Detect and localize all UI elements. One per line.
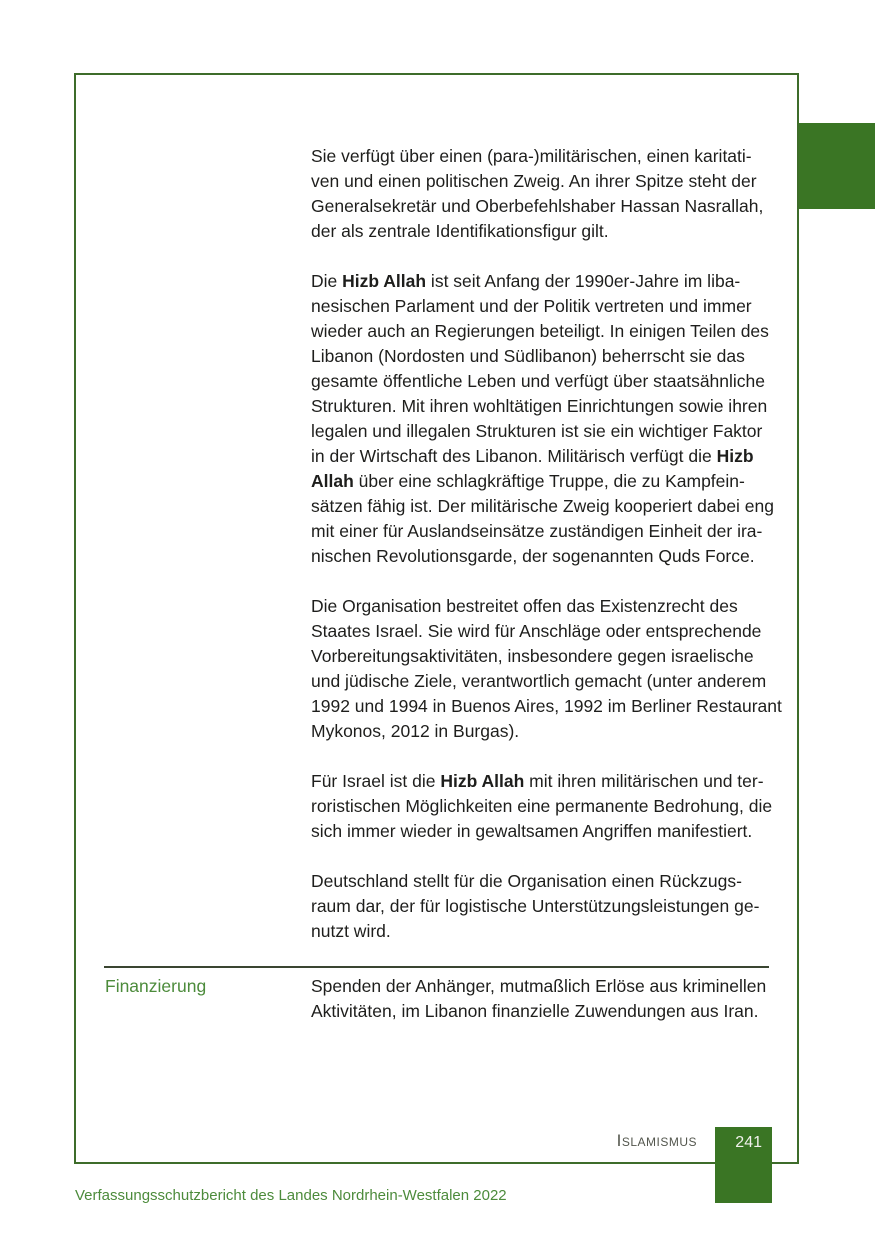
report-title-footer: Verfassungsschutzbericht des Landes Nordrhein-Westfalen 2022 xyxy=(75,1187,507,1204)
text-line: Sie verfügt über einen (para-)militärischen, einen karitati- xyxy=(311,146,752,166)
footer-chapter-label: Islamismus xyxy=(616,1131,697,1150)
text-line: Die Hizb Allah ist seit Anfang der 1990er-Jahre im liba- xyxy=(311,271,741,291)
text-line: Für Israel ist die Hizb Allah mit ihren militärischen und ter- xyxy=(311,771,764,791)
text-line: Mykonos, 2012 in Burgas). xyxy=(311,721,520,741)
paragraph xyxy=(311,269,781,569)
text-line: Strukturen. Mit ihren wohltätigen Einrichtungen sowie ihren xyxy=(311,396,768,416)
page-number-badge xyxy=(715,1127,772,1203)
text-line: in der Wirtschaft des Libanon. Militärisch verfügt die Hizb xyxy=(311,446,754,466)
text-line: Libanon (Nordosten und Südlibanon) beherrscht sie das xyxy=(311,346,745,366)
section-label-finanzierung: Finanzierung xyxy=(105,976,207,996)
body-paragraphs xyxy=(311,144,781,969)
finanzierung-text xyxy=(311,974,766,1024)
text-line: Staates Israel. Sie wird für Anschläge oder entsprechende xyxy=(311,621,762,641)
text-line: ven und einen politischen Zweig. An ihrer Spitze steht der xyxy=(311,171,757,191)
text-line: Deutschland stellt für die Organisation einen Rückzugs- xyxy=(311,871,742,891)
chapter-edge-tab xyxy=(799,123,875,209)
text-line: nesischen Parlament und der Politik vertreten und immer xyxy=(311,296,752,316)
text-line: der als zentrale Identifikationsfigur gilt. xyxy=(311,221,609,241)
text-line: sich immer wieder in gewaltsamen Angriffen manifestiert. xyxy=(311,821,753,841)
text-line: sätzen fähig ist. Der militärische Zweig kooperiert dabei eng xyxy=(311,496,774,516)
text-line: Allah über eine schlagkräftige Truppe, die zu Kampfein- xyxy=(311,471,745,491)
text-line: gesamte öffentliche Leben und verfügt über staatsähnliche xyxy=(311,371,766,391)
text-line: nischen Revolutionsgarde, der sogenannten Quds Force. xyxy=(311,546,755,566)
text-line: 1992 und 1994 in Buenos Aires, 1992 im Berliner Restaurant xyxy=(311,696,782,716)
paragraph xyxy=(311,869,781,944)
text-line: und jüdische Ziele, verantwortlich gemacht (unter anderem xyxy=(311,671,767,691)
text-line: wieder auch an Regierungen beteiligt. In einigen Teilen des xyxy=(311,321,769,341)
paragraph xyxy=(311,144,781,244)
page-number: 241 xyxy=(735,1134,762,1151)
text-line: raum dar, der für logistische Unterstützungsleistungen ge- xyxy=(311,896,760,916)
text-line: roristischen Möglichkeiten eine permanente Bedrohung, die xyxy=(311,796,773,816)
text-line: Aktivitäten, im Libanon finanzielle Zuwendungen aus Iran. xyxy=(311,1001,759,1021)
text-line: Spenden der Anhänger, mutmaßlich Erlöse aus kriminellen xyxy=(311,976,767,996)
text-line: Vorbereitungsaktivitäten, insbesondere gegen israelische xyxy=(311,646,754,666)
text-line: Generalsekretär und Oberbefehlshaber Hassan Nasrallah, xyxy=(311,196,764,216)
section-divider-rule xyxy=(104,966,769,968)
text-line: legalen und illegalen Strukturen ist sie ein wichtiger Faktor xyxy=(311,421,763,441)
paragraph xyxy=(311,769,781,844)
text-line: mit einer für Auslandseinsätze zuständigen Einheit der ira- xyxy=(311,521,763,541)
text-line: nutzt wird. xyxy=(311,921,391,941)
paragraph xyxy=(311,594,781,744)
text-line: Die Organisation bestreitet offen das Existenzrecht des xyxy=(311,596,738,616)
